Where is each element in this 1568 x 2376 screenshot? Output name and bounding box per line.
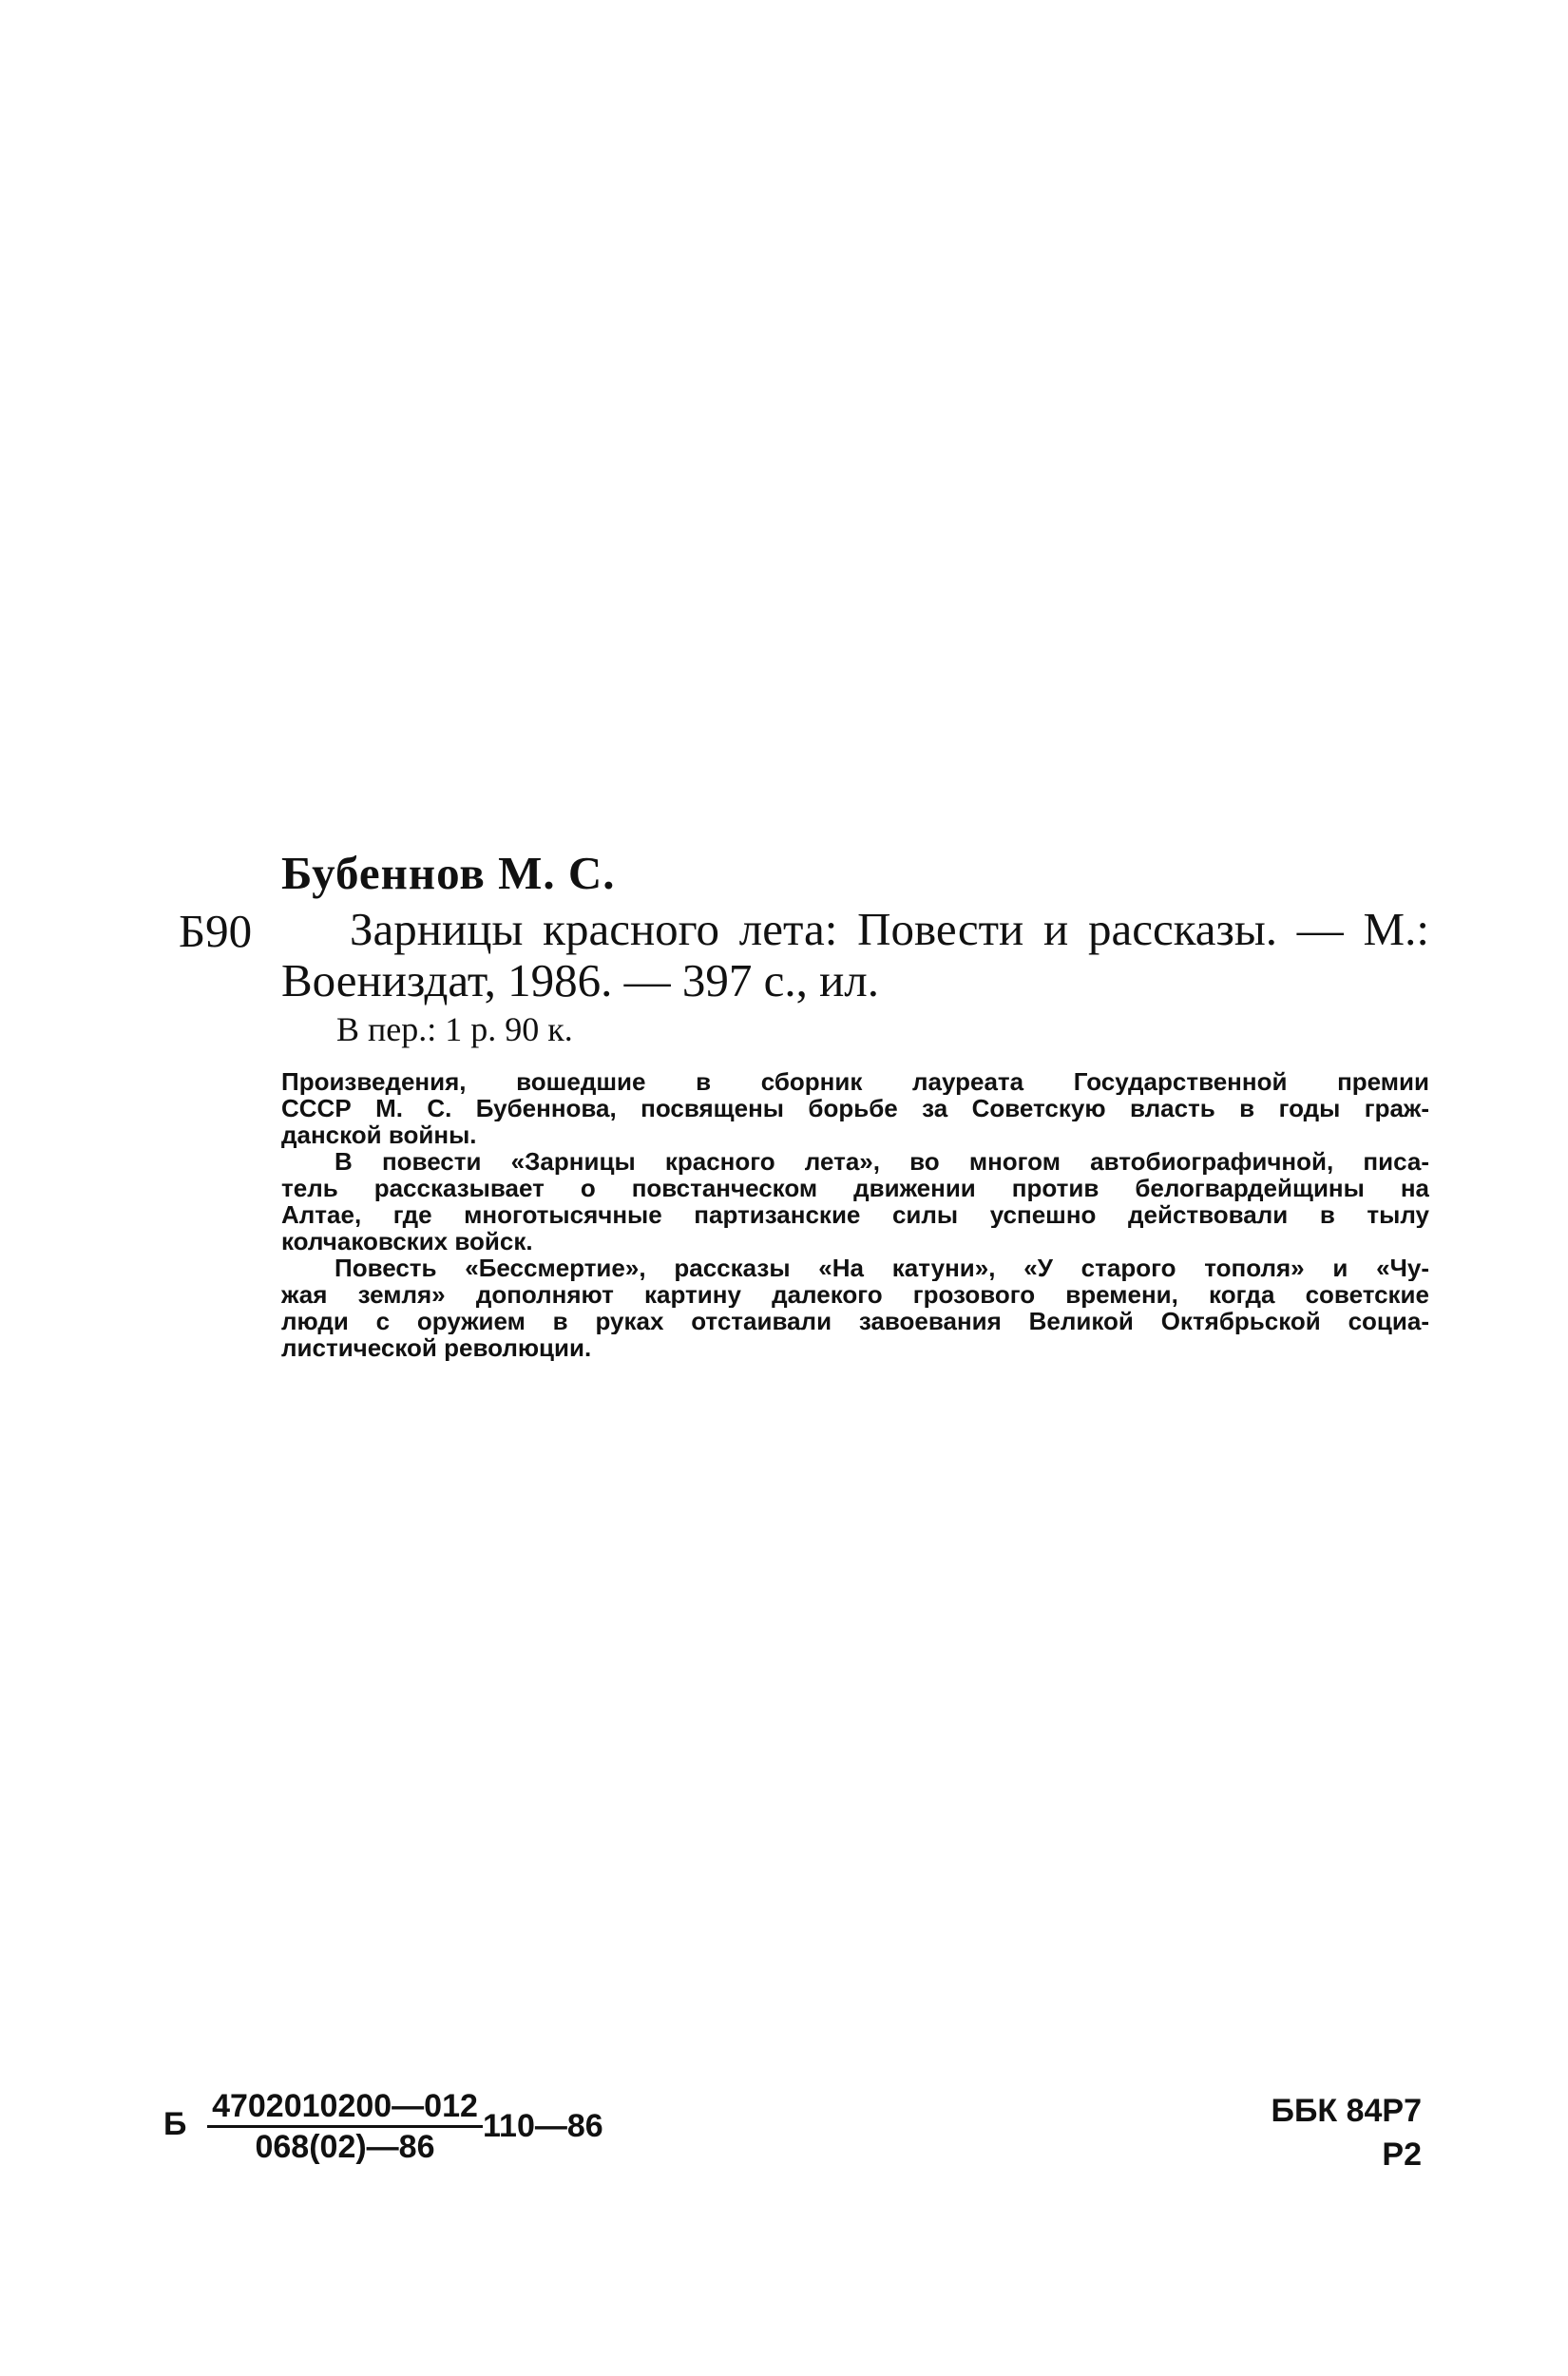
annotation-line: Произведения, вошедшие в сборник лауреата Государственной премии	[281, 1068, 1429, 1095]
bbk-line-1: ББК 84Р7	[1271, 2093, 1422, 2129]
annotation-line: жая земля» дополняют картину далекого грозового времени, когда советские	[281, 1281, 1429, 1308]
annotation	[281, 1068, 1429, 1361]
code-suffix: 110—86	[483, 2108, 603, 2144]
annotation-line: люди с оружием в руках отстаивали завоевания Великой Октябрьской социа-	[281, 1308, 1429, 1334]
bibliographic-title	[281, 904, 1429, 1006]
bbk-code	[1272, 2089, 1422, 2176]
annotation-line: Алтае, где многотысячные партизанские силы успешно действовали в тылу	[281, 1201, 1429, 1228]
price: В пер.: 1 р. 90 к.	[336, 1010, 573, 1048]
annotation-line: СССР М. С. Бубеннова, посвящены борьбе за Советскую власть в годы граж-	[281, 1095, 1429, 1121]
title-line-1: Зарницы красного лета: Повести и рассказы. — М.:	[350, 903, 1429, 955]
code-denominator: 068(02)—86	[255, 2129, 435, 2165]
annotation-line: колчаковских войск.	[281, 1228, 533, 1255]
annotation-line: данской войны.	[281, 1121, 477, 1148]
annotation-line: В повести «Зарницы красного лета», во многом автобиографичной, писа-	[335, 1148, 1429, 1175]
annotation-line: листической революции.	[281, 1334, 592, 1361]
author-name: Бубеннов М. С.	[281, 847, 616, 899]
code-letter: Б	[163, 2106, 187, 2142]
bbk-line-2: Р2	[1382, 2136, 1422, 2173]
annotation-line: тель рассказывает о повстанческом движении против белогвардейщины на	[281, 1175, 1429, 1201]
code-fraction	[207, 2089, 483, 2164]
library-index: Б90	[179, 905, 253, 957]
title-line-2: Воениздат, 1986. — 397 с., ил.	[281, 954, 880, 1006]
code-numerator: 4702010200—012	[207, 2089, 483, 2128]
annotation-line: Повесть «Бессмертие», рассказы «На катуни», «У старого тополя» и «Чу-	[335, 1255, 1429, 1281]
